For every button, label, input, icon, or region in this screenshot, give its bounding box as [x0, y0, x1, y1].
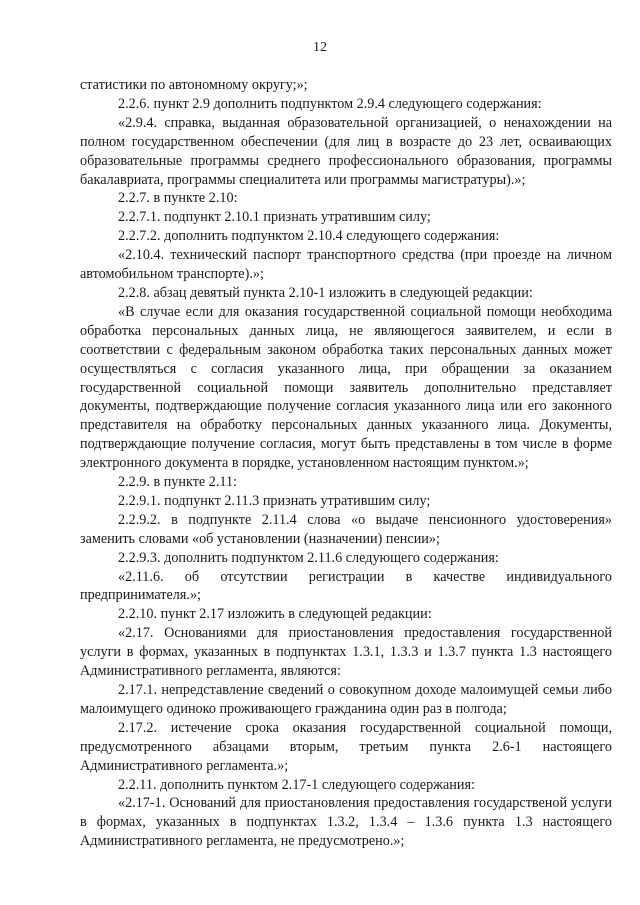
- paragraph: 2.2.7.2. дополнить подпунктом 2.10.4 следующего содержания:: [118, 228, 500, 245]
- paragraph: «2.9.4. справка, выданная образовательной организацией, о ненахождении на полном государственном обеспечении (для лиц в возрасте до 23 лет, осваивающих образовательные программы среднего профессионального образования, программы бакалавриата, программы специалитета или программы магистратуры).»;: [80, 114, 612, 188]
- paragraph: 2.2.9. в пункте 2.11:: [118, 474, 237, 491]
- paragraph: 2.2.7. в пункте 2.10:: [118, 190, 238, 207]
- paragraph: 2.17.2. истечение срока оказания государственной социальной помощи, предусмотренного абзацами вторым, третьим пункта 2.6-1 настоящего Административного регламента.»;: [80, 719, 612, 774]
- paragraph: «В случае если для оказания государственной социальной помощи необходима обработка персональных данных лица, не являющегося заявителем, и если в соответствии с федеральным законом обработка таких персональных данных может осуществляться с согласия указанного лица, при обращении за оказанием государственной социальной помощи заявитель дополнительно представляет документы, подтверждающие получение согласия указанного лица или его законного представителя на обработку персональных данных указанного лица. Документы, подтверждающие получение согласия, могут быть представлены в том числе в форме электронного документа в порядке, установленном настоящим пунктом.»;: [80, 303, 612, 472]
- paragraph: «2.11.6. об отсутствии регистрации в качестве индивидуального предпринимателя.»;: [80, 568, 612, 604]
- paragraph: 2.2.10. пункт 2.17 изложить в следующей редакции:: [118, 606, 432, 623]
- paragraph: 2.2.9.1. подпункт 2.11.3 признать утратившим силу;: [118, 492, 431, 509]
- paragraph: «2.10.4. технический паспорт транспортного средства (при проезде на личном автомобильном транспорте).»;: [80, 247, 612, 283]
- paragraph: 2.2.11. дополнить пунктом 2.17-1 следующего содержания:: [118, 776, 475, 793]
- paragraph: 2.2.7.1. подпункт 2.10.1 признать утратившим силу;: [118, 209, 431, 226]
- paragraph: «2.17-1. Оснований для приостановления предоставления государственой услуги в формах, указанных в подпунктах 1.3.2, 1.3.4 – 1.3.6 пункта 1.3 настоящего Административного регламента, не предусмотрено.»;: [80, 795, 612, 850]
- paragraph: статистики по автономному округу;»;: [80, 77, 308, 93]
- paragraph: 2.2.8. абзац девятый пункта 2.10-1 изложить в следующей редакции:: [118, 284, 533, 301]
- page-number: 12: [313, 40, 327, 55]
- paragraph: 2.17.1. непредставление сведений о совокупном доходе малоимущей семьи либо малоимущего одиноко проживающего гражданина один раз в полгода;: [80, 682, 612, 717]
- paragraph: 2.2.9.2. в подпункте 2.11.4 слова «о выдаче пенсионного удостоверения» заменить словами «об установлении (назначении) пенсии»;: [80, 511, 612, 547]
- paragraph: 2.2.9.3. дополнить подпунктом 2.11.6 следующего содержания:: [118, 549, 499, 566]
- paragraph: 2.2.6. пункт 2.9 дополнить подпунктом 2.9.4 следующего содержания:: [118, 95, 542, 112]
- paragraph: «2.17. Основаниями для приостановления предоставления государственной услуги в формах, указанных в подпунктах 1.3.1, 1.3.3 и 1.3.7 пункта 1.3 настоящего Административного регламента, являются:: [80, 625, 612, 680]
- document-body: [80, 76, 612, 851]
